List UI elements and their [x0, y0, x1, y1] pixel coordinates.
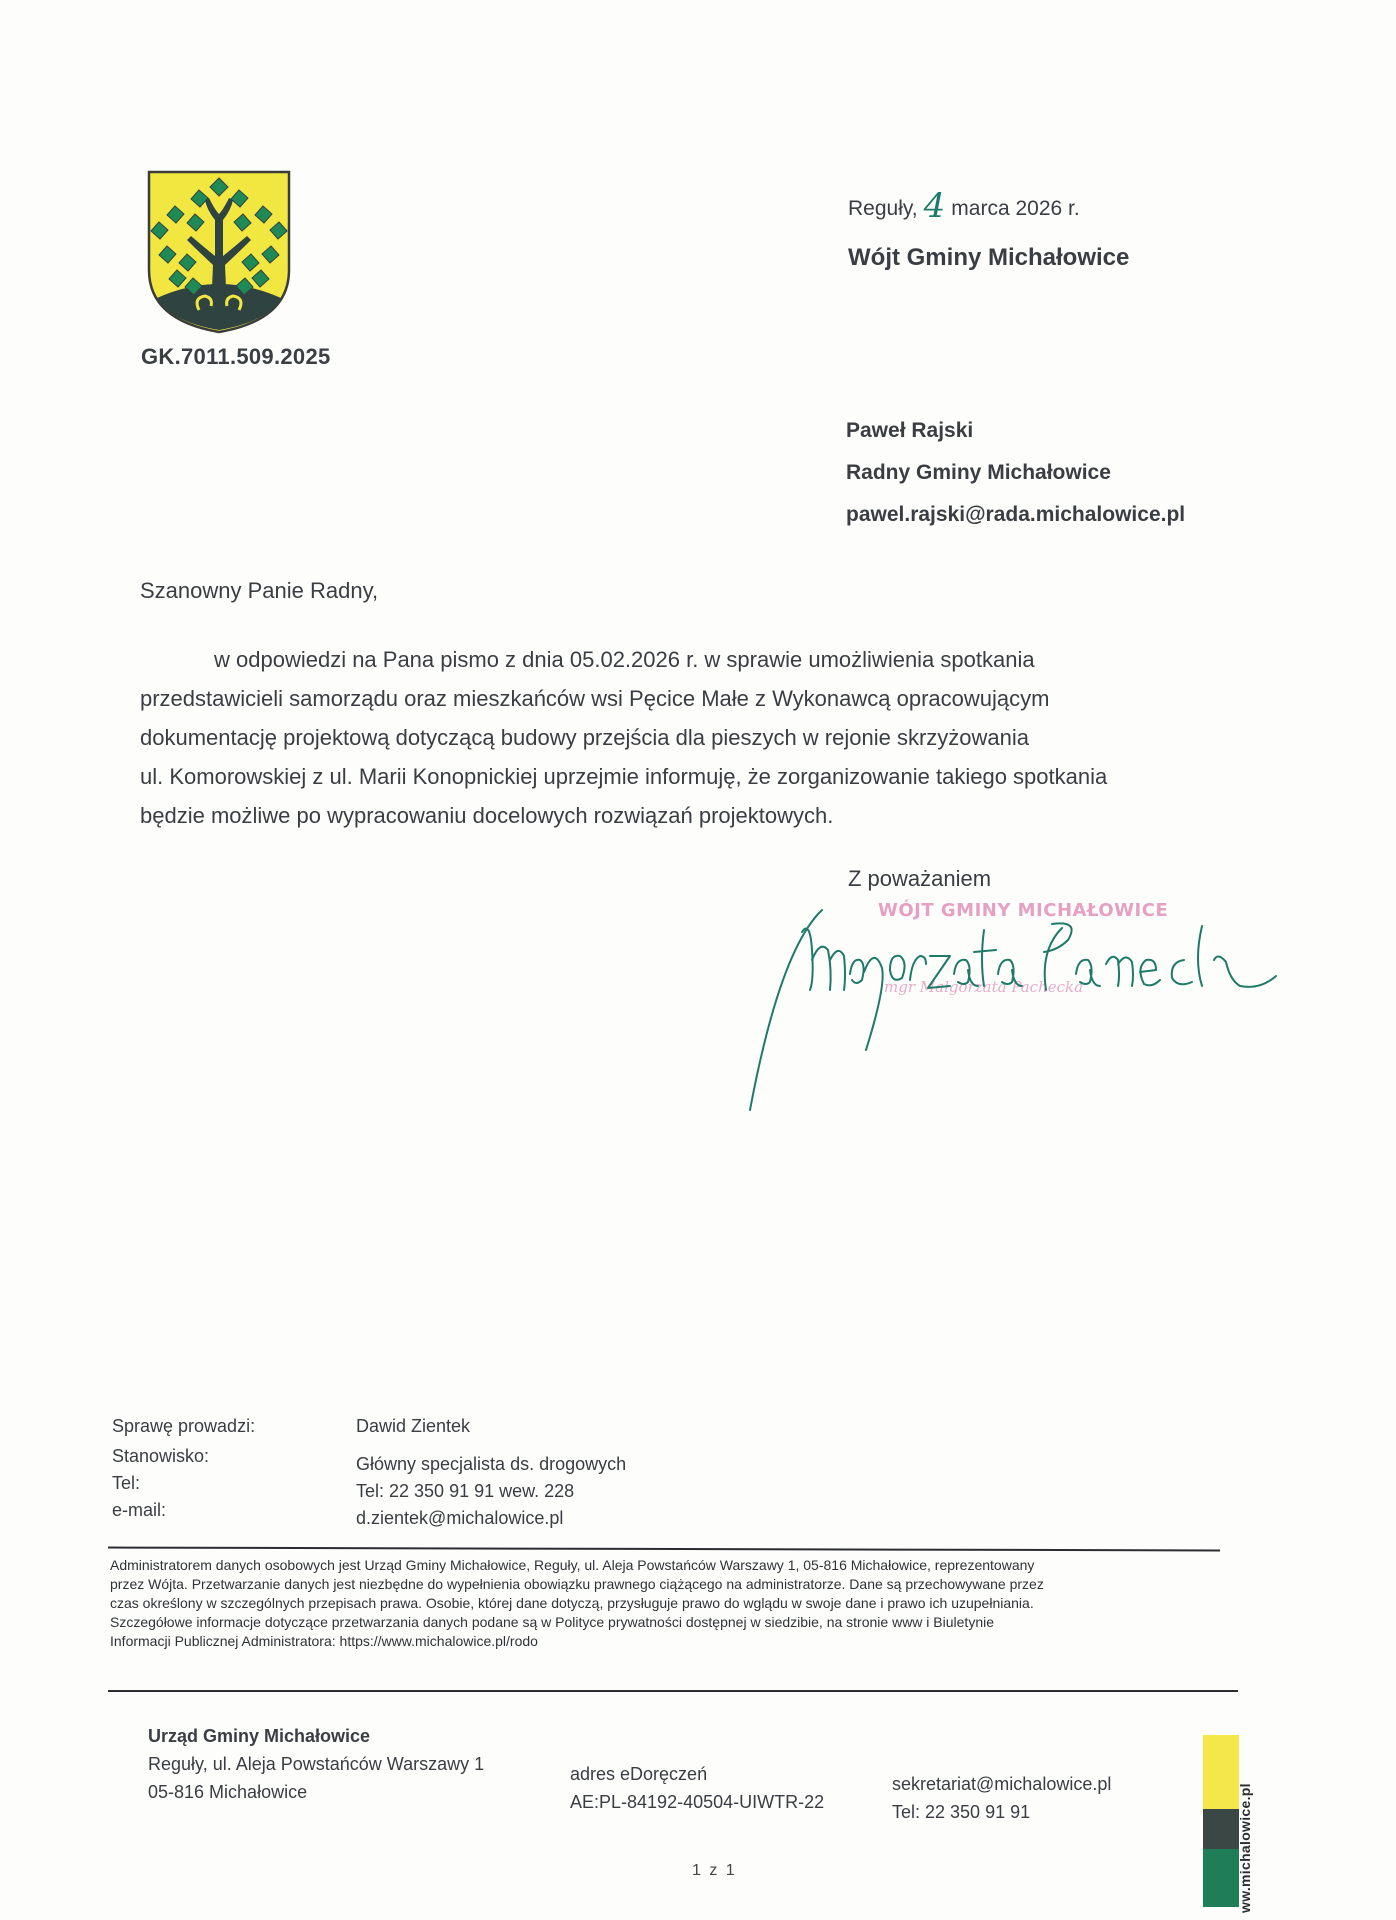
- gdpr-line: czas określony w szczególnych przepisach prawa. Osobie, której dane dotyczą, przysługuje prawo do wglądu w swoje dane i prawo ich uzupełniania.: [110, 1595, 1034, 1611]
- office-address-line: Reguły, ul. Aleja Powstańców Warszawy 1: [148, 1754, 485, 1774]
- handler-value: Tel: 22 350 91 91 wew. 228: [356, 1481, 575, 1501]
- body-line: będzie możliwe po wypracowaniu docelowych rozwiązań projektowych.: [140, 803, 834, 828]
- gdpr-line: Administratorem danych osobowych jest Urząd Gminy Michałowice, Reguły, ul. Aleja Powstańców Warszawy 1, 05-816 Michałowice, reprezentowany: [110, 1557, 1035, 1573]
- edelivery-address: AE:PL-84192-40504-UIWTR-22: [570, 1792, 825, 1812]
- office-email[interactable]: sekretariat@michalowice.pl: [892, 1774, 1112, 1794]
- office-address-line: 05-816 Michałowice: [148, 1782, 308, 1802]
- handler-label: Stanowisko:: [112, 1446, 210, 1466]
- gdpr-notice: [110, 1556, 1240, 1651]
- handler-label: e-mail:: [112, 1500, 167, 1520]
- brand-bar-green: [1203, 1849, 1239, 1907]
- coat-of-arms-logo: [147, 170, 291, 334]
- divider: [108, 1547, 1220, 1552]
- date-place: Reguły,: [848, 197, 918, 220]
- divider: [108, 1690, 1238, 1692]
- brand-bar-yellow: [1203, 1735, 1239, 1809]
- handwritten-signature: [740, 890, 1280, 1120]
- page-number: 1 z 1: [692, 1862, 737, 1879]
- footer-edelivery: [570, 1760, 824, 1816]
- recipient-name: Paweł Rajski: [846, 419, 974, 442]
- sender-title: Wójt Gminy Michałowice: [848, 244, 1130, 271]
- handler-label: Sprawę prowadzi:: [112, 1416, 256, 1436]
- body-line: przedstawicieli samorządu oraz mieszkańców wsi Pęcice Małe z Wykonawcą opracowującym: [140, 686, 1050, 711]
- brand-bar-dark: [1203, 1809, 1239, 1849]
- handler-value: Główny specjalista ds. drogowych: [356, 1454, 627, 1474]
- recipient-title: Radny Gminy Michałowice: [846, 461, 1111, 484]
- body-line: dokumentację projektową dotyczącą budowy przejścia dla pieszych w rejonie skrzyżowania: [140, 725, 1029, 750]
- closing: Z poważaniem: [848, 866, 992, 891]
- body-line: w odpowiedzi na Pana pismo z dnia 05.02.2026 r. w sprawie umożliwienia spotkania: [214, 647, 1035, 672]
- brand-color-bar: [1203, 1735, 1239, 1907]
- case-number: GK.7011.509.2025: [141, 344, 331, 369]
- recipient-email[interactable]: pawel.rajski@rada.michalowice.pl: [846, 503, 1186, 526]
- date-line: [848, 184, 1080, 224]
- case-handler-block: [112, 1413, 627, 1528]
- website-url[interactable]: ww.michalowice.pl: [1237, 1783, 1253, 1913]
- footer-contact: [892, 1770, 1111, 1826]
- footer-office: [148, 1722, 484, 1806]
- handler-value[interactable]: d.zientek@michalowice.pl: [356, 1508, 564, 1528]
- body-line: ul. Komorowskiej z ul. Marii Konopnickiej uprzejmie informuję, że zorganizowanie takiego spotkania: [140, 764, 1108, 789]
- stamp-title: WÓJT GMINY MICHAŁOWICE: [878, 900, 1169, 921]
- date-month-year: marca 2026 r.: [951, 197, 1080, 220]
- recipient-block: [846, 410, 1185, 536]
- handler-value: Dawid Zientek: [356, 1416, 471, 1436]
- gdpr-line: przez Wójta. Przetwarzanie danych jest niezbędne do wypełnienia obowiązku prawnego ciążącego na administratorze. Dane są przechowywane przez: [110, 1576, 1044, 1592]
- handler-label: Tel:: [112, 1473, 141, 1493]
- gdpr-line: Szczegółowe informacje dotyczące przetwarzania danych podane są w Polityce prywatności dostępnej w siedzibie, na stronie www i Biuletynie: [110, 1614, 995, 1630]
- date-day-handwritten: 4: [923, 186, 946, 226]
- edelivery-label: adres eDoręczeń: [570, 1764, 708, 1784]
- letter-body: [140, 640, 1270, 835]
- office-phone: Tel: 22 350 91 91: [892, 1802, 1031, 1822]
- office-name: Urząd Gminy Michałowice: [148, 1726, 371, 1746]
- handler-row: [112, 1443, 627, 1474]
- greeting: Szanowny Panie Radny,: [140, 578, 379, 603]
- handler-row: [112, 1413, 626, 1440]
- gdpr-line: Informacji Publicznej Administratora: https://www.michalowice.pl/rodo: [110, 1633, 538, 1649]
- stamp-name: mgr Małgorzata Pachecka: [884, 978, 1084, 996]
